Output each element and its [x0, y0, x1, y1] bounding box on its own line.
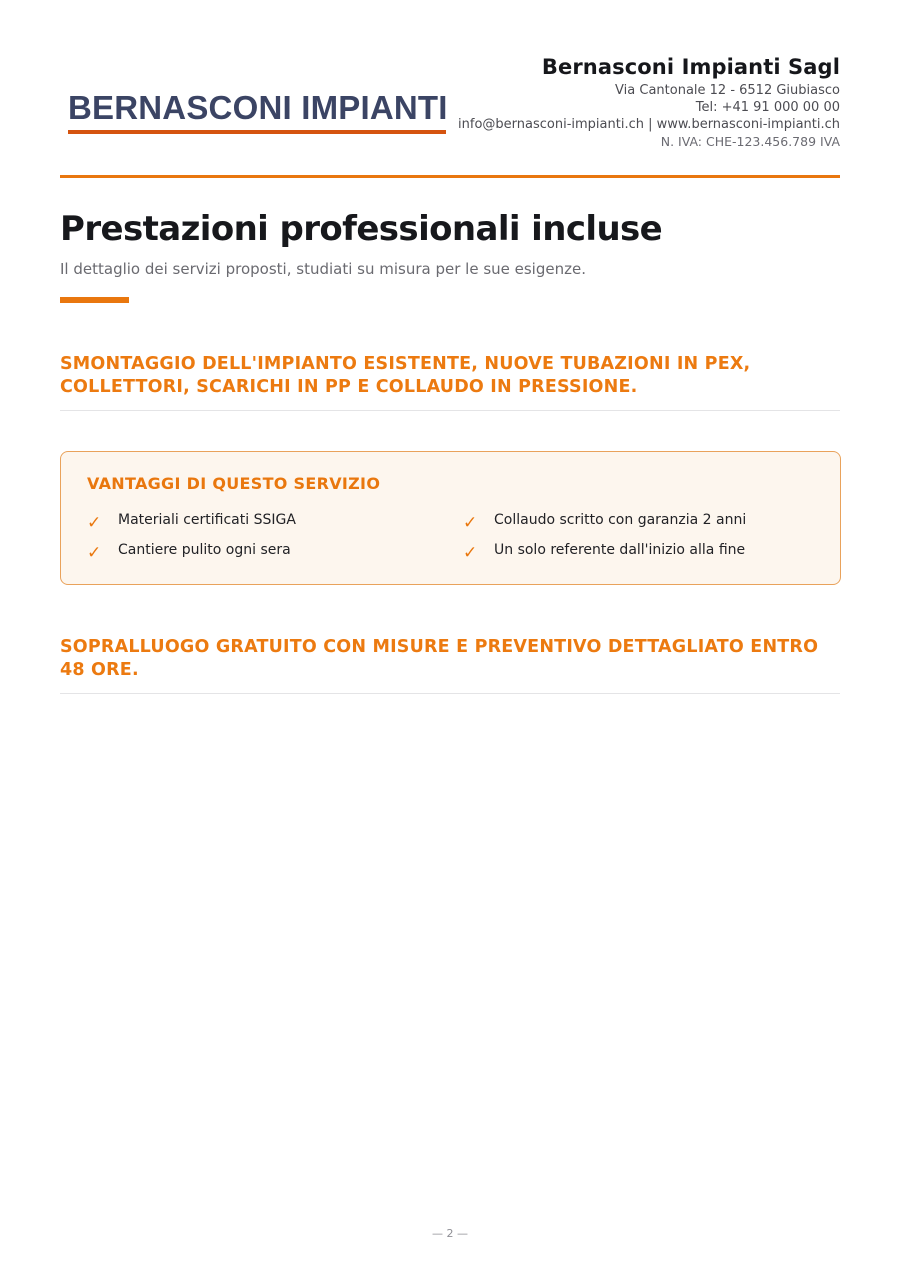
company-info	[458, 52, 840, 150]
advantages-list	[87, 510, 817, 563]
check-icon: ✓	[463, 542, 478, 563]
company-logo	[68, 88, 448, 134]
check-icon: ✓	[87, 542, 102, 563]
title-accent-bar	[60, 297, 129, 303]
logo-underline	[68, 130, 446, 134]
check-icon: ✓	[463, 512, 478, 533]
letterhead	[60, 52, 840, 178]
service-section-heading	[60, 353, 840, 411]
advantages-title: VANTAGGI DI QUESTO SERVIZIO	[87, 474, 381, 493]
company-phone: Tel: +41 91 000 00 00	[695, 100, 840, 115]
page-subtitle: Il dettaglio dei servizi proposti, studiati su misura per le sue esigenze.	[60, 260, 586, 278]
advantage-item	[463, 510, 817, 533]
company-name: Bernasconi Impianti Sagl	[541, 55, 840, 79]
advantage-item	[463, 540, 817, 563]
advantage-label: Materiali certificati SSIGA	[118, 512, 296, 528]
service-section-heading	[60, 636, 840, 694]
advantages-box	[60, 451, 841, 585]
service-heading-text: SMONTAGGIO DELL'IMPIANTO ESISTENTE, NUOVE TUBAZIONI IN PEX, COLLETTORI, SCARICHI IN PP E COLLAUDO IN PRESSIONE.	[60, 354, 751, 397]
advantage-label: Un solo referente dall'inizio alla fine	[494, 542, 746, 558]
page-title: Prestazioni professionali incluse	[60, 209, 663, 249]
advantage-item	[87, 510, 463, 533]
advantage-item	[87, 540, 463, 563]
service-heading-text: SOPRALLUOGO GRATUITO CON MISURE E PREVENTIVO DETTAGLIATO ENTRO 48 ORE.	[60, 637, 819, 680]
advantage-label: Collaudo scritto con garanzia 2 anni	[494, 512, 747, 528]
advantage-label: Cantiere pulito ogni sera	[118, 542, 291, 558]
company-address: Via Cantonale 12 - 6512 Giubiasco	[615, 83, 840, 98]
check-icon: ✓	[87, 512, 102, 533]
logo-wordmark: BERNASCONI IMPIANTI	[68, 89, 448, 126]
page-number: — 2 —	[432, 1227, 468, 1240]
company-contacts: info@bernasconi-impianti.ch | www.bernasconi-impianti.ch	[458, 117, 840, 132]
company-vat: N. IVA: CHE-123.456.789 IVA	[660, 134, 840, 149]
